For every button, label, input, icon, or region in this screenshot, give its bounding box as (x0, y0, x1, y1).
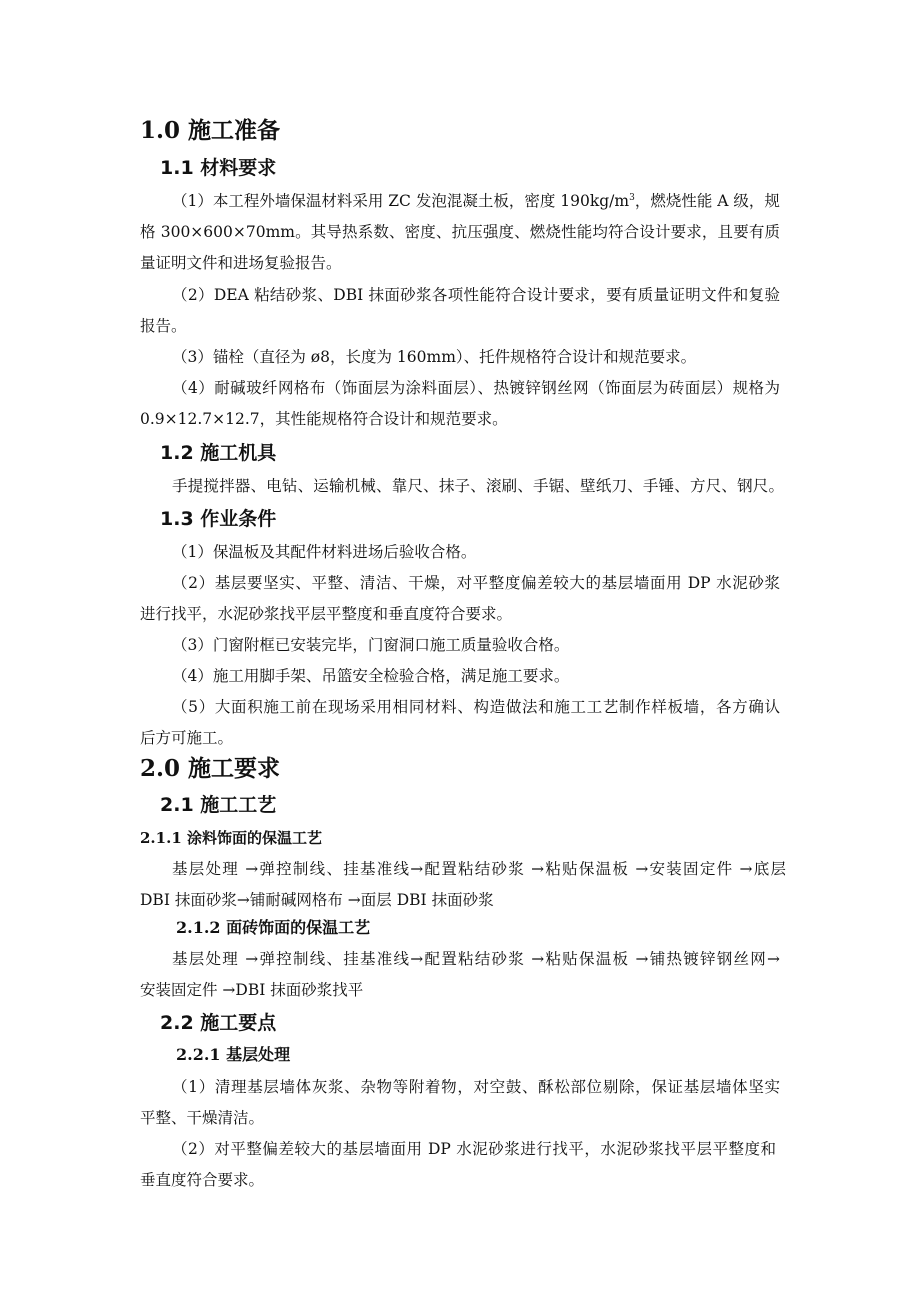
conditions-p3: （3）门窗附框已安装完毕，门窗洞口施工质量验收合格。 (172, 636, 570, 654)
conditions-p4: （4）施工用脚手架、吊篮安全检验合格，满足施工要求。 (172, 667, 570, 685)
materials-p4-line2: 0.9×12.7×12.7，其性能规格符合设计和规范要求。 (140, 410, 508, 428)
heading-conditions: 1.3 作业条件 (160, 508, 277, 530)
heading-points: 2.2 施工要点 (160, 1012, 277, 1034)
heading-base-treatment: 2.2.1 基层处理 (176, 1045, 291, 1064)
coating-process-line1: 基层处理 →弹控制线、挂基准线→配置粘结砂浆 →粘贴保温板 →安装固定件 →底层 (172, 860, 786, 878)
conditions-p2-line2: 进行找平，水泥砂浆找平层平整度和垂直度符合要求。 (140, 605, 513, 623)
section-title-2: 2.0 施工要求 (140, 755, 281, 782)
coating-process-line2: DBI 抹面砂浆→铺耐碱网格布 →面层 DBI 抹面砂浆 (140, 891, 494, 909)
materials-p1-line3: 量证明文件和进场复验报告。 (140, 254, 342, 272)
heading-materials: 1.1 材料要求 (160, 157, 277, 179)
heading-tile-process: 2.1.2 面砖饰面的保温工艺 (176, 918, 371, 937)
tile-process-line2: 安装固定件 →DBI 抹面砂浆找平 (140, 981, 364, 999)
materials-p2-line2: 报告。 (140, 317, 187, 335)
materials-p4-line1: （4）耐碱玻纤网格布（饰面层为涂料面层）、热镀锌钢丝网（饰面层为砖面层）规格为 (172, 379, 780, 397)
base-p1-line1: （1）清理基层墙体灰浆、杂物等附着物，对空鼓、酥松部位剔除，保证基层墙体坚实 (172, 1078, 780, 1096)
base-p1-line2: 平整、干燥清洁。 (140, 1109, 265, 1127)
heading-process: 2.1 施工工艺 (160, 794, 277, 816)
conditions-p1: （1）保温板及其配件材料进场后验收合格。 (172, 543, 477, 561)
materials-p1-line2: 格 300×600×70mm。其导热系数、密度、抗压强度、燃烧性能均符合设计要求，且要有质 (140, 223, 780, 241)
materials-p1-line1: （1）本工程外墙保温材料采用 ZC 发泡混凝土板，密度 $190kg/m^3$，燃烧性能 A 级，规 (172, 192, 780, 210)
heading-tools: 1.2 施工机具 (160, 442, 277, 464)
tools-text: 手提搅拌器、电钻、运输机械、靠尺、抹子、滚刷、手锯、壁纸刀、手锤、方尺、钢尺。 (172, 477, 784, 495)
materials-p3: （3）锚栓（直径为 ø8，长度为 160mm）、托件规格符合设计和规范要求。 (172, 348, 697, 366)
conditions-p2-line1: （2）基层要坚实、平整、清洁、干燥，对平整度偏差较大的基层墙面用 DP 水泥砂浆 (172, 574, 780, 592)
heading-coating-process: 2.1.1 涂料饰面的保温工艺 (140, 829, 322, 847)
materials-p2-line1: （2）DEA 粘结砂浆、DBI 抹面砂浆各项性能符合设计要求，要有质量证明文件和复验 (172, 286, 780, 304)
conditions-p5-line2: 后方可施工。 (140, 729, 234, 747)
base-p2-line1: （2）对平整偏差较大的基层墙面用 DP 水泥砂浆进行找平，水泥砂浆找平层平整度和 (172, 1140, 776, 1158)
section-title-1: 1.0 施工准备 (140, 117, 281, 144)
conditions-p5-line1: （5）大面积施工前在现场采用相同材料、构造做法和施工工艺制作样板墙，各方确认 (172, 698, 780, 716)
tile-process-line1: 基层处理 →弹控制线、挂基准线→配置粘结砂浆 →粘贴保温板 →铺热镀锌钢丝网→ (172, 950, 780, 968)
base-p2-line2: 垂直度符合要求。 (140, 1171, 265, 1189)
